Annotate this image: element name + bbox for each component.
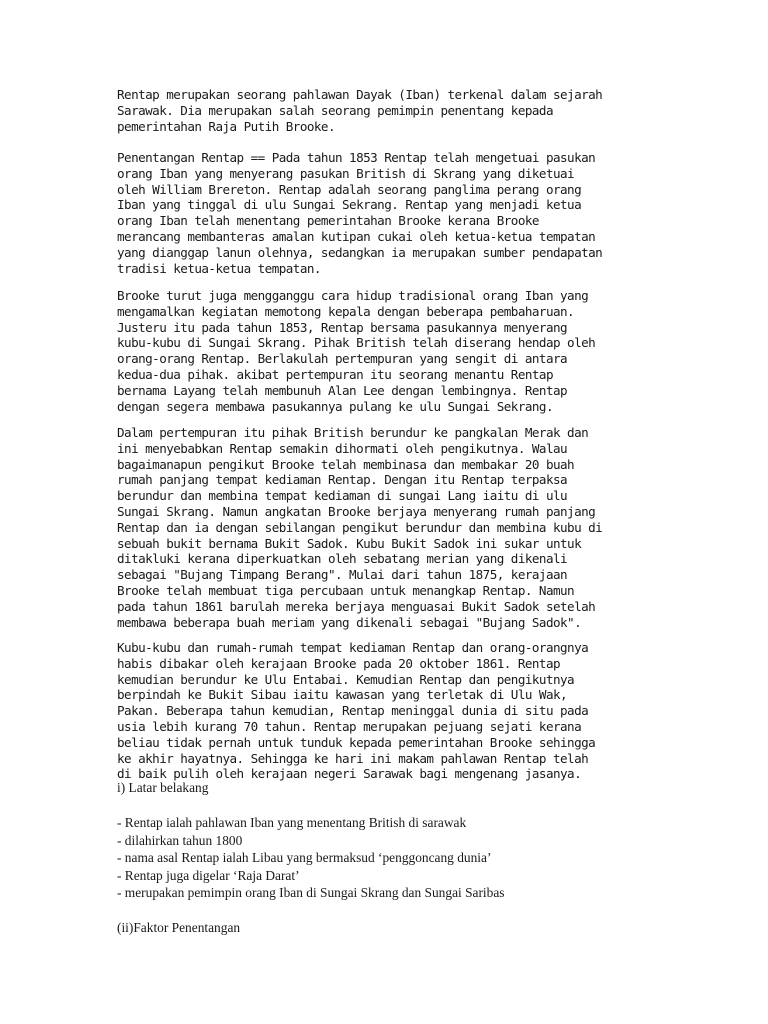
blank-line xyxy=(117,902,677,920)
text-line: bernama Layang telah membunuh Alan Lee dengan lembingnya. Rentap xyxy=(117,382,568,398)
bullet-item: - dilahirkan tahun 1800 xyxy=(117,832,243,848)
text-line: orang Iban yang menyerang pasukan British di Skrang yang diketuai xyxy=(117,165,575,181)
text-line: rumah panjang tempat kediaman Rentap. Dengan itu Rentap terpaksa xyxy=(117,472,568,488)
text-line: Brooke turut juga mengganggu cara hidup tradisional orang Iban yang xyxy=(117,288,589,303)
text-line: pemerintahan Raja Putih Brooke. xyxy=(117,118,335,134)
text-line: kedua-dua pihak. akibat pertempuran itu seorang menantu Rentap xyxy=(117,366,553,382)
text-line: sebagai "Bujang Timpang Berang". Mulai dari tahun 1875, kerajaan xyxy=(117,567,568,583)
text-line: orang-orang Rentap. Berlakulah pertempuran yang sengit di antara xyxy=(117,351,568,367)
text-line: dengan segera membawa pasukannya pulang ke ulu Sungai Sekrang. xyxy=(117,398,553,414)
text-line: tradisi ketua-ketua tempatan. xyxy=(117,260,321,276)
text-line: usia lebih kurang 70 tahun. Rentap merupakan pejuang sejati kerana xyxy=(117,718,582,734)
text-line: Pakan. Beberapa tahun kemudian, Rentap meninggal dunia di situ pada xyxy=(117,703,589,719)
text-line: sebuah bukit bernama Bukit Sadok. Kubu Bukit Sadok ini sukar untuk xyxy=(117,535,582,551)
text-line: ke akhir hayatnya. Sehingga ke hari ini makam pahlawan Rentap telah xyxy=(117,750,589,766)
text-line: kemudian berundur ke Ulu Entabai. Kemudian Rentap dan pengikutnya xyxy=(117,671,575,687)
paragraph-penentangan xyxy=(117,150,657,276)
text-line: Sarawak. Dia merupakan salah seorang pemimpin penentang kepada xyxy=(117,102,553,118)
text-line: Rentap merupakan seorang pahlawan Dayak (Iban) terkenal dalam sejarah xyxy=(117,87,603,102)
notes-section xyxy=(117,779,677,937)
bullet-item: - merupakan pemimpin orang Iban di Sungai Skrang dan Sungai Saribas xyxy=(117,885,505,900)
text-line: di baik pulih oleh kerajaan negeri Sarawak bagi mengenang jasanya. xyxy=(117,766,582,782)
text-line: berundur dan membina tempat kediaman di sungai Lang iaitu di ulu xyxy=(117,488,568,504)
text-line: mengamalkan kegiatan memotong kepala dengan beberapa pembaharuan. xyxy=(117,303,575,319)
text-line: oleh William Brereton. Rentap adalah seorang panglima perang orang xyxy=(117,181,582,197)
text-line: Rentap dan ia dengan sebilangan pengikut berundur dan membina kubu di xyxy=(117,519,603,535)
blank-line xyxy=(117,797,677,815)
text-line: Kubu-kubu dan rumah-rumah tempat kediaman Rentap dan orang-orangnya xyxy=(117,640,589,655)
text-line: merancang membanteras amalan kutipan cukai oleh ketua-ketua tempatan xyxy=(117,228,596,244)
text-line: pada tahun 1861 barulah mereka berjaya menguasai Bukit Sadok setelah xyxy=(117,598,596,614)
text-line: beliau tidak pernah untuk tunduk kepada pemerintahan Brooke sehingga xyxy=(117,734,596,750)
paragraph-kubu xyxy=(117,640,657,782)
text-line: yang dianggap lanun olehnya, sedangkan ia merupakan sumber pendapatan xyxy=(117,244,603,260)
text-line: bagaimanapun pengikut Brooke telah membinasa dan membakar 20 buah xyxy=(117,456,575,472)
text-line: ini menyebabkan Rentap semakin dihormati oleh pengikutnya. Walau xyxy=(117,440,568,456)
text-line: habis dibakar oleh kerajaan Brooke pada 20 oktober 1861. Rentap xyxy=(117,655,561,671)
text-line: Dalam pertempuran itu pihak British berundur ke pangkalan Merak dan xyxy=(117,425,589,440)
text-line: Iban yang tinggal di ulu Sungai Sekrang. Rentap yang menjadi ketua xyxy=(117,197,582,213)
heading-latar-belakang: i) Latar belakang xyxy=(117,780,209,795)
text-line: berpindah ke Bukit Sibau iaitu kawasan yang terletak di Ulu Wak, xyxy=(117,687,568,703)
paragraph-pertempuran xyxy=(117,425,657,630)
text-line: kubu-kubu di Sungai Skrang. Pihak British telah diserang hendap oleh xyxy=(117,335,596,351)
paragraph-intro xyxy=(117,87,657,134)
text-line: ditakluki kerana diperkuatkan oleh sebatang merian yang dikenali xyxy=(117,551,568,567)
text-line: Penentangan Rentap == Pada tahun 1853 Rentap telah mengetuai pasukan xyxy=(117,150,596,165)
text-line: Sungai Skrang. Namun angkatan Brooke berjaya menyerang rumah panjang xyxy=(117,503,596,519)
text-line: membawa beberapa buah meriam yang dikenali sebagai "Bujang Sadok". xyxy=(117,614,582,630)
text-line: orang Iban telah menentang pemerintahan Brooke kerana Brooke xyxy=(117,213,539,229)
bullet-item: - Rentap juga digelar ‘Raja Darat’ xyxy=(117,867,300,883)
bullet-item: - Rentap ialah pahlawan Iban yang menentang British di sarawak xyxy=(117,815,467,830)
paragraph-brooke xyxy=(117,288,657,414)
text-line: Justeru itu pada tahun 1853, Rentap bersama pasukannya menyerang xyxy=(117,319,568,335)
text-line: Brooke telah membuat tiga percubaan untuk menangkap Rentap. Namun xyxy=(117,582,575,598)
bullet-item: - nama asal Rentap ialah Libau yang bermaksud ‘penggoncang dunia’ xyxy=(117,850,492,865)
heading-faktor-penentangan: (ii)Faktor Penentangan xyxy=(117,920,241,935)
